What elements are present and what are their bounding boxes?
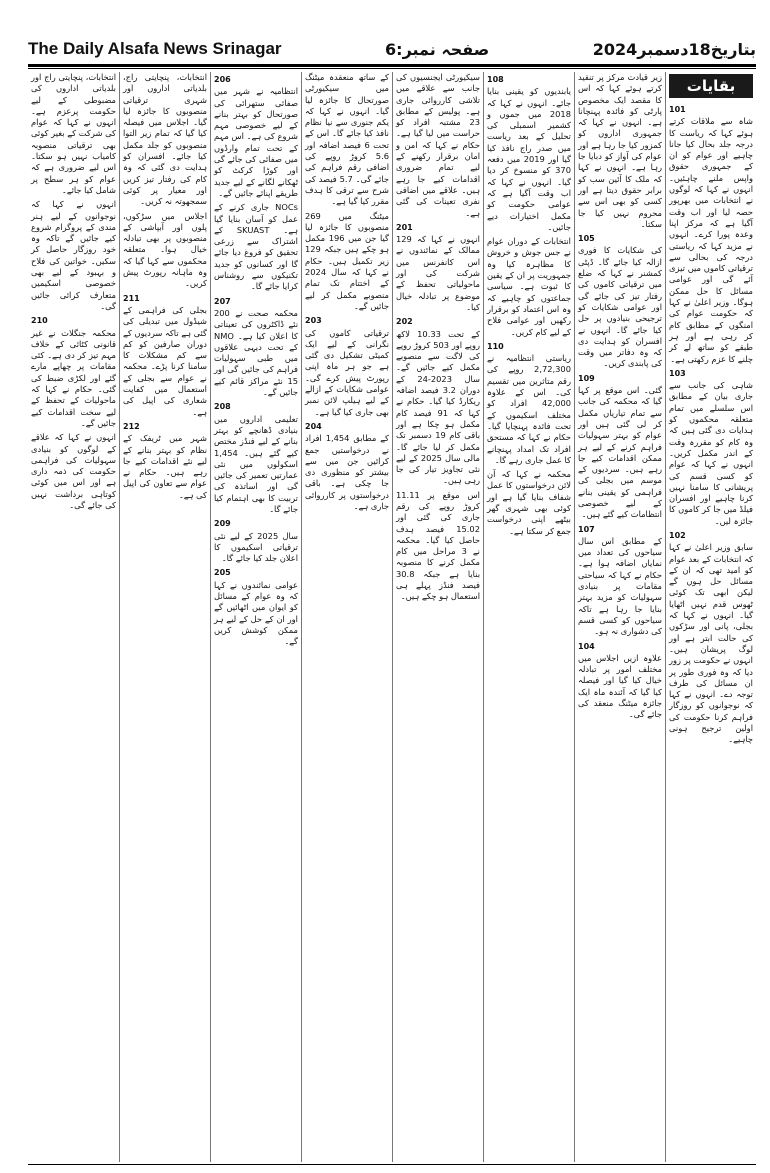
notice-text: میٹنگ میں 269 منصوبوں کا جائزہ لیا گیا جن میں 196 مکمل ہو چکے ہیں جبکہ 129 زیر تکمیل ہیں۔ حکام نے کہا کہ سال 2024 کے اختتام تک تمام منصوبے مکمل کر لیے جائیں گے۔ [305,210,389,311]
notice-text: یابندیوں کو یقینی بنایا جائے۔ انہوں نے کہا کہ 2018 میں جموں و کشمیر اسمبلی کی تحلیل کے بعد ریاست میں صدر راج نافذ کیا گیا اور 2019 میں دفعہ 370 کو منسوخ کر دیا گیا۔ انہوں نے کہا کہ اب وقت آگیا ہے کہ عوامی حکومت کو مکمل اختیارات دیے جائیں۔ [487,86,571,232]
notice-text: ریاستی انتظامیہ نے 2,72,300 روپے کی رقم متاثرین میں تقسیم کی۔ اس کے علاوہ 42,000 افراد کو مختلف اسکیموں کے تحت فائدہ پہنچایا گیا۔ حکام نے کہا کہ مستحق افراد تک امداد پہنچانے کا عمل جاری رہے گا۔ [487,353,571,465]
text-column [392,72,483,1162]
text-column [483,72,574,1162]
notice-number: 101 [669,105,686,114]
notice-text: کی شکایات کا فوری ازالہ کیا جائے گا۔ ڈپٹی کمشنر نے کہا کہ ضلع میں ترقیاتی کاموں کی رفتار تیز کی جائے گی اور عوامی شکایات کو ترجیحی بنیادوں پر حل کیا جائے گا۔ انہوں نے افسران کو ہدایت دی کہ وہ دفاتر میں وقت کی پابندی کریں۔ [578,245,662,369]
notice-text: کے تحت 10.33 لاکھ روپے اور 503 کروڑ روپے کی لاگت سے منصوبے مکمل کیے جائیں گے۔ سال 2023-24 کے دوران 3.2 فیصد اضافہ ریکارڈ کیا گیا۔ حکام نے کہا کہ 91 فیصد کام مکمل ہو چکا ہے اور باقی کام 19 دسمبر تک مکمل کر لیا جائے گا۔ مالی سال 2025 کے لیے نئی تجاویز تیار کی جا رہی ہیں۔ [396,328,480,486]
notice-text: سال 2025 کے لیے نئی ترقیاتی اسکیموں کا اعلان جلد کیا جائے گا۔ [214,530,298,564]
notice-number: 204 [305,421,322,431]
notice-text: محکمہ جنگلات نے غیر قانونی کٹائی کے خلاف مہم تیز کر دی ہے۔ کئی مقامات پر چھاپے مارے گئے اور لکڑی ضبط کی گئی۔ حکام نے کہا کہ ماحولیات کے تحفظ کے لیے سخت اقدامات کیے جائیں گے۔ [31,327,116,428]
text-column [301,72,392,1162]
notice-number: 212 [123,421,140,431]
notice-number: 108 [487,75,504,84]
notice-text: گئی۔ اس موقع پر کہا گیا کہ محکمہ کی جانب سے تمام تیاریاں مکمل کر لی گئی ہیں اور عوام کو بہتر سہولیات فراہم کرنے کے لیے ہر ممکن اقدامات کیے جا رہے ہیں۔ سردیوں کے موسم میں بجلی کی فراہمی کو یقینی بنانے کے لیے خصوصی انتظامات کیے گئے ہیں۔ [578,385,662,520]
issue-date: بتاریخ18دسمبر2024 [592,39,756,59]
notice-number: 207 [214,296,231,306]
notice-text: محکمہ نے کہا کہ آن لائن درخواستوں کا عمل شفاف بنایا گیا ہے اور کوئی بھی شہری گھر بیٹھے اپنی درخواست جمع کر سکتا ہے۔ [487,469,571,536]
notice-number: 104 [578,641,595,651]
notice-text: انہوں نے کہا کہ 129 ممالک کے نمائندوں نے اس کانفرنس میں شرکت کی اور ماحولیاتی تحفظ کے موضوع پر تبادلہ خیال کیا۔ [396,234,480,312]
notice-text: NOCs جاری کرنے کے عمل کو آسان بنایا گیا ہے۔ SKUAST کے اشتراک سے زرعی تحقیق کو فروغ دیا جائے گا اور کسانوں کو جدید تکنیکوں سے روشناس کرایا جائے گا۔ [214,202,298,292]
notice-text: بجلی کی فراہمی کے شیڈول میں تبدیلی کی گئی ہے تاکہ سردیوں کے دوران صارفین کو کم سے کم مشکلات کا سامنا کرنا پڑے۔ محکمہ نے عوام سے بجلی کے استعمال میں کفایت شعاری کی اپیل کی ہے۔ [122,304,207,417]
text-column [574,72,665,1162]
notice-text: محکمہ صحت نے 200 نئے ڈاکٹروں کی تعیناتی کا اعلان کیا ہے۔ NMO کے تحت دیہی علاقوں میں طبی سہولیات فراہم کی جائیں گی اور 15 نئے مراکز قائم کیے جائیں گے۔ [214,307,298,398]
notice-number: 105 [578,234,595,244]
notice-text: شاہ سے ملاقات کرتے ہوئے کہا کہ ریاست کا درجہ جلد بحال کیا جانا چاہیے اور عوام کو ان کے جمہوری حقوق واپس ملنے چاہئیں۔ انہوں نے کہا کہ لوگوں نے انتخابات میں بھرپور حصہ لیا اور اب وقت آگیا ہے کہ مرکز اپنا وعدہ پورا کرے۔ انہوں نے مزید کہا کہ ریاستی درجہ کی بحالی سے ترقیاتی کاموں میں تیزی آئے گی اور عوامی مسائل کا حل ممکن ہوگا۔ وزیر اعلیٰ نے کہا کہ حکومت عوام کی امنگوں کے مطابق کام کر رہی ہے اور ہر طبقے کو ساتھ لے کر چلنے کا عزم رکھتی ہے۔ [669,116,753,364]
notice-number: 201 [396,222,413,232]
notice-number: 203 [305,316,322,326]
text-column [28,72,119,1162]
notice-text: انتخابات، پنچایتی راج، بلدیاتی اداروں اور شہری ترقیاتی منصوبوں کا جائزہ لیا گیا۔ اجلاس میں فیصلہ کیا گیا کہ تمام زیر التوا منصوبوں کو جلد مکمل کیا جائے۔ افسران کو ہدایت دی گئی کہ وہ کام کی رفتار تیز کریں اور معیار پر کوئی سمجھوتہ نہ کریں۔ [123,72,207,207]
text-column [119,72,210,1162]
notice-text: کے مطابق اس سال سیاحوں کی تعداد میں نمایاں اضافہ ہوا ہے۔ حکام نے کہا کہ سیاحتی مقامات پر بنیادی سہولیات کو مزید بہتر بنایا جا رہا ہے تاکہ سیاحوں کو کسی قسم کی دشواری نہ ہو۔ [578,535,662,637]
notice-number: 102 [669,530,686,540]
notice-text: سابق وزیر اعلیٰ نے کہا کہ انتخابات کے بعد عوام کو امید تھی کہ ان کے مسائل حل ہوں گے لیکن ابھی تک کوئی ٹھوس قدم نہیں اٹھایا گیا۔ انہوں نے کہا کہ بجلی، پانی اور سڑکوں کی حالت ابتر ہے اور لوگ پریشان ہیں۔ انہوں نے حکومت پر زور دیا کہ وہ فوری طور پر ان مسائل کی طرف توجہ دے۔ انہوں نے کہا کہ نوجوانوں کو روزگار فراہم کرنا حکومت کی اولین ترجیح ہونی چاہیے۔ [669,542,753,745]
notice-text: انہوں نے کہا کہ نوجوانوں کے لیے ہنر مندی کے پروگرام شروع کیے جائیں گے تاکہ وہ خود روزگار حاصل کر سکیں۔ خواتین کی فلاح و بہبود کے لیے بھی خصوصی اسکیمیں متعارف کرائی جائیں گی۔ [31,199,116,311]
notice-number: 205 [214,568,231,578]
bottom-rule [28,1164,756,1165]
notice-number: 210 [31,316,48,326]
masthead-rule-thin [28,68,756,69]
notice-text: کے مطابق 1,454 افراد نے درخواستیں جمع کرائیں جن میں سے بیشتر کو منظوری دی جا چکی ہے۔ باقی درخواستوں پر کارروائی جاری ہے۔ [305,433,389,511]
notice-text: انتخابات کے دوران عوام نے جس جوش و خروش کا مظاہرہ کیا وہ جمہوریت پر ان کے یقین کا ثبوت ہے۔ سیاسی جماعتوں کو چاہیے کہ وہ اس اعتماد کو برقرار رکھیں اور عوامی فلاح کے لیے کام کریں۔ [487,236,571,337]
notice-number: 109 [578,373,595,383]
notice-text: علاوہ ازیں اجلاس میں مختلف امور پر تبادلہ خیال کیا گیا اور فیصلہ کیا گیا کہ آئندہ ماہ ایک جائزہ میٹنگ منعقد کی جائے گی۔ [578,652,662,720]
notice-text: شہر میں ٹریفک کے نظام کو بہتر بنانے کے لیے نئے اقدامات کیے جا رہے ہیں۔ حکام نے عوام سے تعاون کی اپیل کی ہے۔ [123,433,207,500]
masthead [28,34,756,64]
notice-text: تعلیمی اداروں میں بنیادی ڈھانچے کو بہتر بنانے کے لیے فنڈز مختص کیے گئے ہیں۔ 1,454 اسکولوں میں نئی عمارتیں تعمیر کی جائیں گی اور اساتذہ کی تربیت کا بھی اہتمام کیا جائے گا۔ [214,413,298,514]
text-column [665,72,756,1162]
notice-text: انہوں نے کہا کہ علاقے کے لوگوں کو بنیادی سہولیات کی فراہمی حکومت کی ذمہ داری ہے اور اس میں کوئی کوتاہی برداشت نہیں کی جائے گی۔ [31,432,116,510]
columns-container [28,72,756,1162]
text-column [210,72,301,1162]
masthead-rule-thick [28,64,756,67]
notice-number: 110 [487,341,504,351]
notice-text: زیر قیادت مرکز پر تنقید کرتے ہوئے کہا کہ اس کا مقصد ایک مخصوص پارٹی کو فائدہ پہنچانا ہے۔ انہوں نے کہا کہ جمہوری اداروں کو کمزور کیا جا رہا ہے اور عوام کی آواز کو دبایا جا رہا ہے۔ انہوں نے کہا کہ ملک کا آئین سب کو برابر حقوق دیتا ہے اور کسی کو بھی اس سے محروم نہیں کیا جا سکتا۔ [578,72,662,229]
notice-text: سیکیورٹی ایجنسیوں کی جانب سے علاقے میں تلاشی کارروائی جاری ہے۔ پولیس کے مطابق 23 مشتبہ افراد کو حراست میں لیا گیا ہے۔ حکام نے کہا کہ امن و امان برقرار رکھنے کے لیے تمام ضروری اقدامات کیے جا رہے ہیں۔ علاقے میں اضافی نفری تعینات کی گئی ہے۔ [396,72,480,218]
notice-number: 209 [214,519,231,529]
notice-number: 103 [669,368,686,378]
notice-text: اس موقع پر 11.11 کروڑ روپے کی رقم جاری کی گئی اور 15.02 فیصد ہدف حاصل کیا گیا۔ محکمہ نے 3 مراحل میں کام مکمل کرنے کا منصوبہ بنایا ہے جبکہ 30.8 فیصد فنڈز پہلے ہی استعمال ہو چکے ہیں۔ [396,489,480,602]
notice-number: 211 [123,293,140,303]
notice-text: شاہی کی جانب سے جاری بیان کے مطابق اس سلسلے میں تمام متعلقہ محکموں کو ہدایات دی گئی ہیں کہ وہ کام کو مقررہ وقت کے اندر مکمل کریں۔ انہوں نے کہا کہ عوام کو کسی قسم کی پریشانی کا سامنا نہیں کرنا چاہیے اور افسران فیلڈ میں جا کر کاموں کا جائزہ لیں۔ [669,380,753,526]
notice-text: کے ساتھ منعقدہ میٹنگ میں سیکیورٹی صورتحال کا جائزہ لیا گیا۔ انہوں نے کہا کہ یکم جنوری سے نیا نظام نافذ کیا جائے گا۔ اس کے تحت 6 فیصد اضافہ اور 5.6 کروڑ روپے کی اضافی رقم فراہم کی جائے گی۔ 5.7 فیصد کی شرح سے ترقی کا ہدف مقرر کیا گیا ہے۔ [305,72,389,207]
section-heading: بقایات [669,74,753,98]
notice-text: انتظامیہ نے شہر میں صفائی ستھرائی کی صورتحال کو بہتر بنانے کے لیے خصوصی مہم شروع کی ہے۔ اس مہم کے تحت تمام وارڈوں میں صفائی کی جائے گی اور کوڑا کرکٹ کو ٹھکانے لگانے کے لیے جدید طریقے اپنائے جائیں گے۔ [214,86,298,198]
notice-text: ترقیاتی کاموں کی نگرانی کے لیے ایک کمیٹی تشکیل دی گئی ہے جو ہر ماہ اپنی رپورٹ پیش کرے گی۔ عوامی شکایات کے ازالے کے لیے ہیلپ لائن نمبر بھی جاری کیا گیا ہے۔ [305,327,389,417]
notice-text: اجلاس میں سڑکوں، پلوں اور آبپاشی کے منصوبوں پر بھی تبادلہ خیال ہوا۔ متعلقہ محکموں سے کہا گیا کہ وہ ماہانہ رپورٹ پیش کریں۔ [123,210,207,289]
page-number-label: صفحہ نمبر:6 [385,39,490,59]
paper-name: The Daily Alsafa News Srinagar [28,39,282,58]
notice-number: 208 [214,402,231,412]
notice-text: عوامی نمائندوں نے کہا کہ وہ عوام کے مسائل کو ایوان میں اٹھائیں گے اور ان کے حل کے لیے ہر ممکن کوشش کریں گے۔ [214,579,298,647]
notice-number: 107 [578,524,595,534]
notice-number: 206 [214,75,231,84]
notice-number: 202 [396,317,413,327]
notice-text: انتخابات، پنچایتی راج اور بلدیاتی اداروں کی مضبوطی کے لیے حکومت پرعزم ہے۔ انہوں نے کہا کہ عوام کی شرکت کے بغیر کوئی بھی ترقیاتی منصوبہ کامیاب نہیں ہو سکتا۔ اس لیے ضروری ہے کہ عوام کو ہر سطح پر شامل کیا جائے۔ [31,72,116,195]
